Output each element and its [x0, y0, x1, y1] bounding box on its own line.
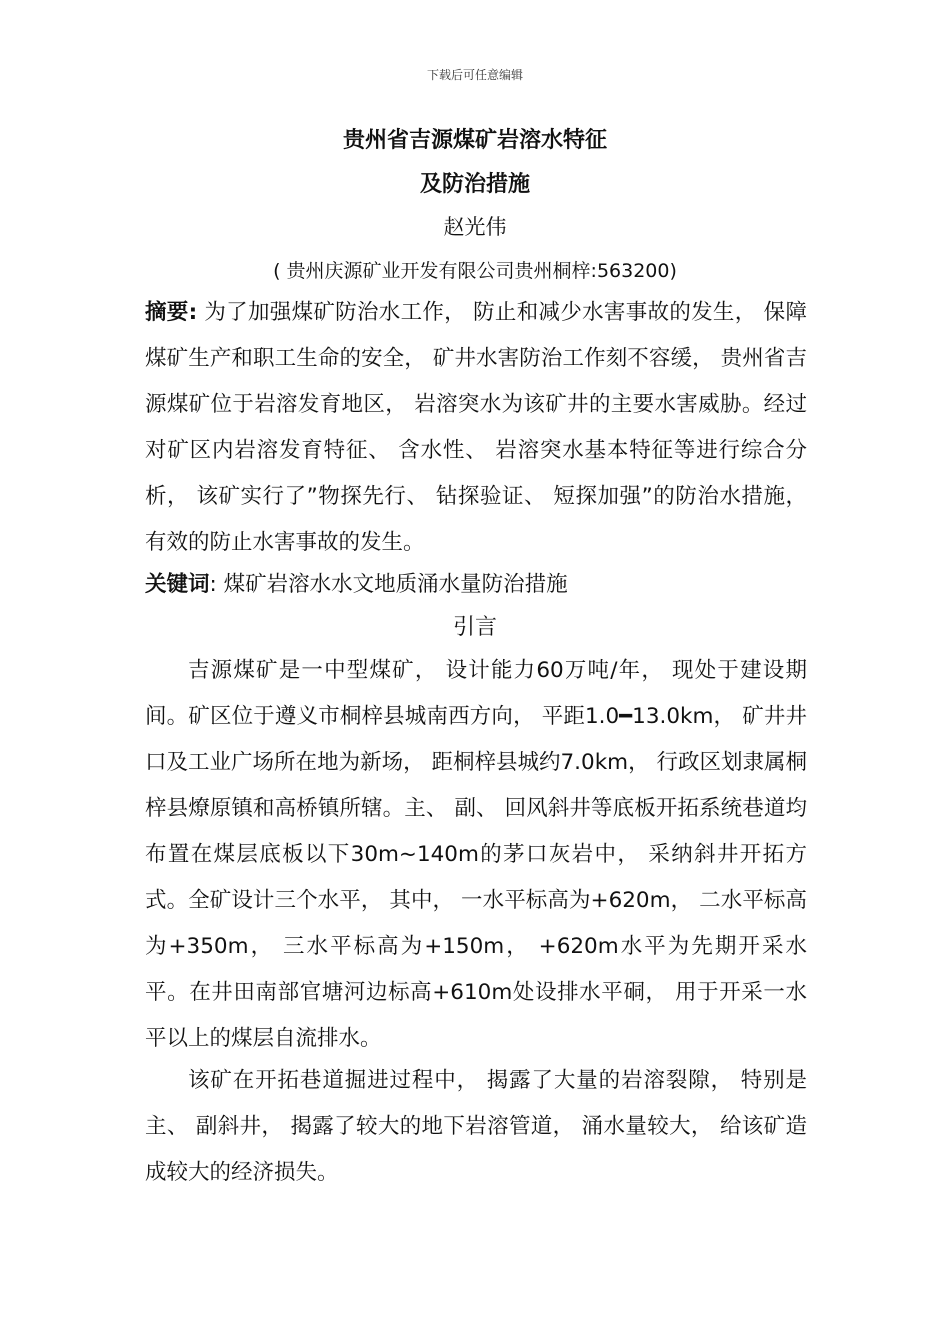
abstract-label: 摘要 — [145, 300, 189, 325]
keywords-separator: : — [209, 572, 217, 597]
author-name: 赵光伟 — [443, 215, 507, 239]
title-line-1: 贵州省吉源煤矿岩溶水特征 — [342, 128, 607, 153]
abstract-text: 为了加强煤矿防治水工作， 防止和减少水害事故的发生， 保障煤矿生产和职工生命的安全， 矿井水害防治工作刻不容缓， 贵州省吉源煤矿位于岩溶发育地区， 岩溶突水为该矿井的主要水害威胁。经过对矿区内岩溶发育特征、 含水性、 岩溶突水基本特征等进行综合分析， 该矿实行了”物探先行、 钻探验证、 短探加强”的防治水措施， 有效的防止水害事故的发生。 — [145, 300, 807, 555]
section-heading-introduction: 引言 — [452, 615, 497, 640]
intro-paragraph-2: 该矿在开拓巷道掘进过程中， 揭露了大量的岩溶裂隙， 特别是主、 副斜井， 揭露了较大的地下岩溶管道， 涌水量较大， 给该矿造成较大的经济损失。 — [145, 1068, 807, 1185]
abstract-separator: : — [188, 300, 198, 325]
keywords-text: 煤矿岩溶水水文地质涌水量防治措施 — [216, 572, 568, 597]
keywords — [145, 562, 807, 608]
keywords-label: 关键词 — [145, 572, 210, 597]
author-affiliation: ( 贵州庆源矿业开发有限公司贵州桐梓:563200) — [273, 260, 677, 282]
title-line-2: 及防治措施 — [419, 172, 530, 197]
header-note: 下载后可任意编辑 — [426, 68, 523, 82]
intro-paragraph-1: 吉源煤矿是一中型煤矿， 设计能力60万吨/年， 现处于建设期间。矿区位于遵义市桐梓县城南西方向， 平距1.0━13.0km， 矿井井口及工业广场所在地为新场， 距桐梓县城约7.0km， 行政区划隶属桐梓县燎原镇和高桥镇所辖。主、 副、 回风斜井等底板开拓系统巷道均布置在煤层底板以下30m~140m的茅口灰岩中， 采纳斜井开拓方式。全矿设计三个水平， 其中， 一水平标高为+620m， 二水平标高为+350m， 三水平标高为+150m， +620m水平为先期开采水平。在井田南部官塘河边标高+610m处设排水平硐， 用于开采一水平以上的煤层自流排水。 — [145, 658, 807, 1051]
abstract — [145, 290, 807, 566]
